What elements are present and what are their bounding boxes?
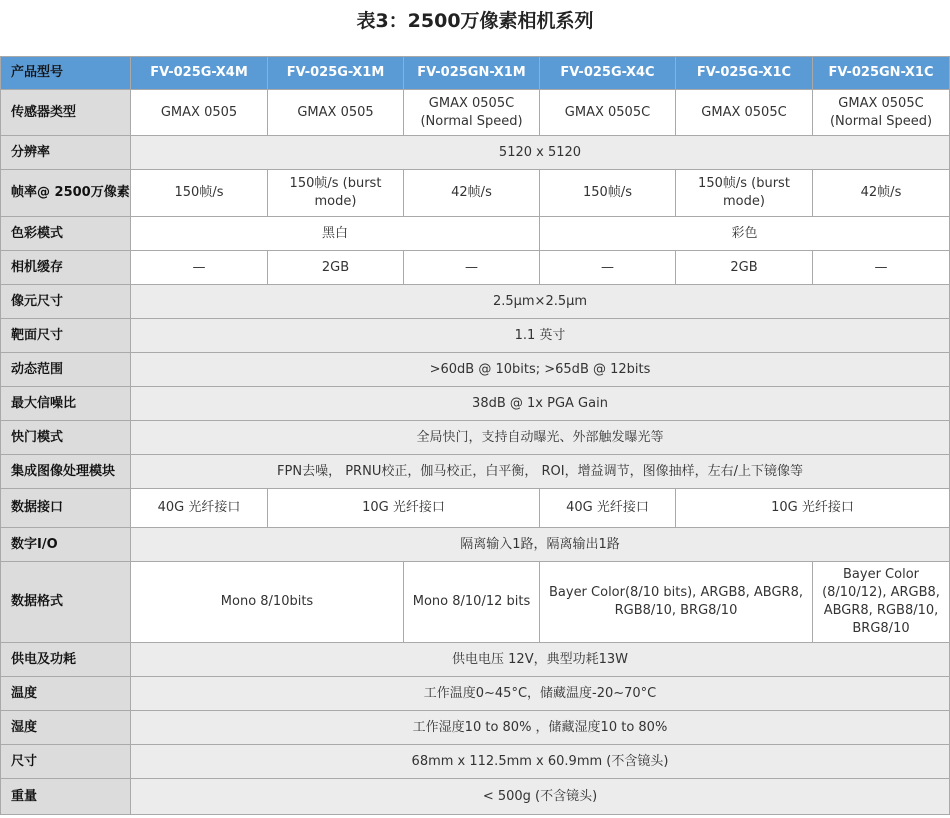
- model-name: FV-025G-X1C: [676, 57, 813, 90]
- page-title: 表3：2500万像素相机系列: [356, 10, 594, 32]
- model-name: FV-025G-X4C: [540, 57, 676, 90]
- row-value: —: [131, 251, 268, 285]
- row-label: 集成图像处理模块: [1, 455, 131, 489]
- row-value: 68mm x 112.5mm x 60.9mm (不含镜头): [131, 745, 950, 779]
- spec-row: [1, 711, 950, 745]
- row-value: —: [540, 251, 676, 285]
- row-value: Mono 8/10bits: [131, 562, 404, 643]
- spec-row: [1, 319, 950, 353]
- row-value: 42帧/s: [813, 170, 950, 217]
- row-value: —: [404, 251, 540, 285]
- spec-row: [1, 455, 950, 489]
- row-value: 2.5μm×2.5μm: [131, 285, 950, 319]
- header-row: [1, 57, 950, 90]
- spec-row: [1, 170, 950, 217]
- row-label: 色彩模式: [1, 217, 131, 251]
- row-value: 隔离输入1路，隔离输出1路: [131, 528, 950, 562]
- row-label: 传感器类型: [1, 90, 131, 136]
- row-label: 分辨率: [1, 136, 131, 170]
- spec-row: [1, 353, 950, 387]
- row-label: 温度: [1, 677, 131, 711]
- spec-row: [1, 421, 950, 455]
- spec-row: [1, 779, 950, 815]
- row-value: 150帧/s (burst mode): [676, 170, 813, 217]
- row-label: 数据接口: [1, 489, 131, 528]
- row-label: 相机缓存: [1, 251, 131, 285]
- row-value: Bayer Color(8/10 bits), ARGB8, ABGR8, RGB8/10, BRG8/10: [540, 562, 813, 643]
- row-value: 40G 光纤接口: [540, 489, 676, 528]
- row-label: 数据格式: [1, 562, 131, 643]
- row-value: GMAX 0505C: [540, 90, 676, 136]
- model-name: FV-025G-X4M: [131, 57, 268, 90]
- row-value: >60dB @ 10bits; >65dB @ 12bits: [131, 353, 950, 387]
- spec-row: [1, 489, 950, 528]
- row-value: FPN去噪， PRNU校正，伽马校正，白平衡， ROI，增益调节，图像抽样，左右/上下镜像等: [131, 455, 950, 489]
- row-value: 150帧/s: [540, 170, 676, 217]
- row-label: 快门模式: [1, 421, 131, 455]
- row-value: GMAX 0505C: [676, 90, 813, 136]
- row-label: 供电及功耗: [1, 643, 131, 677]
- row-value: 150帧/s: [131, 170, 268, 217]
- row-value: —: [813, 251, 950, 285]
- row-label: 重量: [1, 779, 131, 815]
- row-value: 工作温度0~45°C，储藏温度-20~70°C: [131, 677, 950, 711]
- row-value: 40G 光纤接口: [131, 489, 268, 528]
- row-value: GMAX 0505C (Normal Speed): [404, 90, 540, 136]
- spec-row: [1, 136, 950, 170]
- row-label: 数字I/O: [1, 528, 131, 562]
- model-name: FV-025GN-X1M: [404, 57, 540, 90]
- spec-table: [0, 56, 950, 815]
- row-value: 10G 光纤接口: [268, 489, 540, 528]
- row-label: 尺寸: [1, 745, 131, 779]
- row-value: 5120 x 5120: [131, 136, 950, 170]
- row-value: 1.1 英寸: [131, 319, 950, 353]
- row-value: 供电电压 12V，典型功耗13W: [131, 643, 950, 677]
- row-value: 150帧/s (burst mode): [268, 170, 404, 217]
- row-label: 最大信噪比: [1, 387, 131, 421]
- row-label: 帧率@ 2500万像素: [1, 170, 131, 217]
- header-label: 产品型号: [1, 57, 131, 90]
- spec-row: [1, 217, 950, 251]
- spec-row: [1, 387, 950, 421]
- spec-row: [1, 251, 950, 285]
- row-value: 2GB: [676, 251, 813, 285]
- row-label: 动态范围: [1, 353, 131, 387]
- spec-row: [1, 643, 950, 677]
- spec-table-body: [1, 57, 950, 815]
- row-value: 2GB: [268, 251, 404, 285]
- row-label: 湿度: [1, 711, 131, 745]
- spec-row: [1, 745, 950, 779]
- row-label: 像元尺寸: [1, 285, 131, 319]
- row-value: 38dB @ 1x PGA Gain: [131, 387, 950, 421]
- row-label: 靶面尺寸: [1, 319, 131, 353]
- row-value: 彩色: [540, 217, 950, 251]
- row-value: 42帧/s: [404, 170, 540, 217]
- spec-row: [1, 677, 950, 711]
- row-value: 黑白: [131, 217, 540, 251]
- spec-row: [1, 285, 950, 319]
- model-name: FV-025G-X1M: [268, 57, 404, 90]
- row-value: Mono 8/10/12 bits: [404, 562, 540, 643]
- row-value: 工作湿度10 to 80% ，储藏湿度10 to 80%: [131, 711, 950, 745]
- row-value: 10G 光纤接口: [676, 489, 950, 528]
- row-value: 全局快门，支持自动曝光、外部触发曝光等: [131, 421, 950, 455]
- row-value: < 500g (不含镜头): [131, 779, 950, 815]
- row-value: GMAX 0505: [131, 90, 268, 136]
- spec-row: [1, 90, 950, 136]
- spec-row: [1, 528, 950, 562]
- row-value: GMAX 0505: [268, 90, 404, 136]
- row-value: Bayer Color (8/10/12), ARGB8, ABGR8, RGB8/10, BRG8/10: [813, 562, 950, 643]
- row-value: GMAX 0505C (Normal Speed): [813, 90, 950, 136]
- model-name: FV-025GN-X1C: [813, 57, 950, 90]
- spec-row: [1, 562, 950, 643]
